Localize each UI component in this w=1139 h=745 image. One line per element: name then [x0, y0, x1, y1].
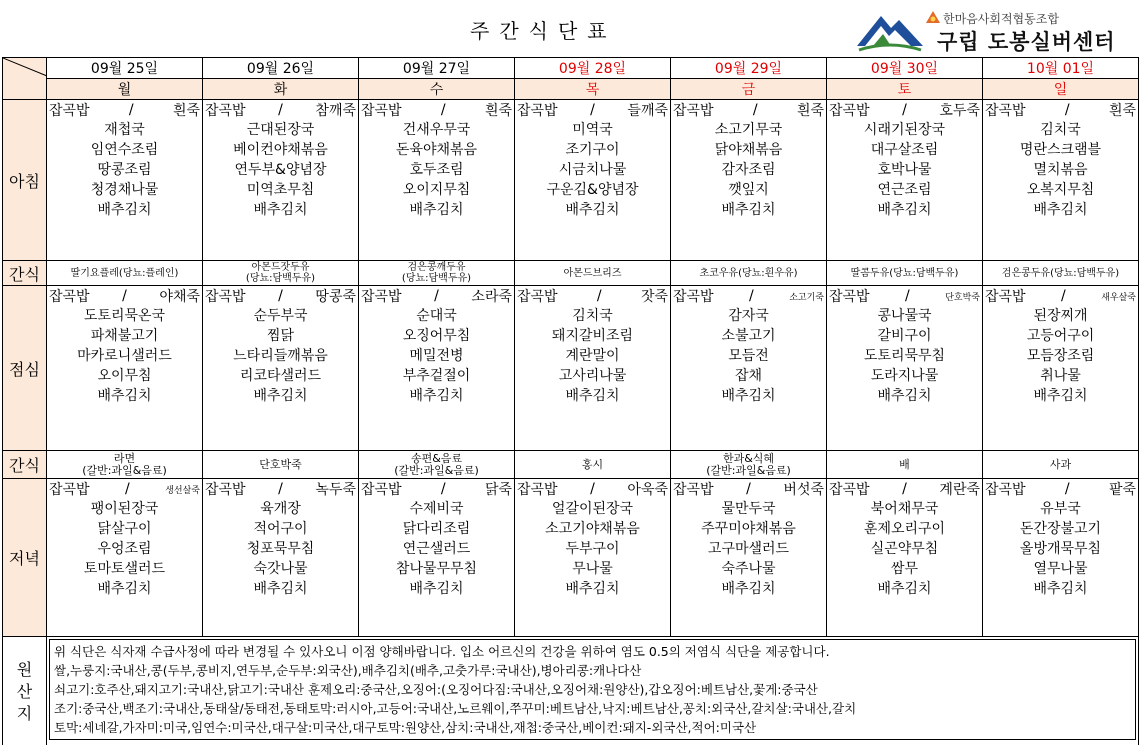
rice-label: 잡곡밥	[985, 482, 1026, 498]
menu-item: 배추김치	[721, 581, 776, 597]
lunch-cell-mon	[47, 286, 203, 451]
logo-name: 구립 도봉실버센터	[937, 30, 1116, 54]
menu-item: 쌈무	[890, 561, 919, 577]
menu-item: 시래기된장국	[863, 122, 946, 138]
date-fri: 09월 29일	[671, 58, 827, 79]
lunch-cell-sun	[983, 286, 1139, 451]
slash-separator: /	[440, 481, 446, 497]
rice-porridge-line	[829, 479, 980, 499]
rice-porridge-line	[673, 100, 824, 120]
cooperative-mark-icon	[925, 10, 941, 24]
rice-label: 잡곡밥	[517, 482, 558, 498]
porridge-label: 흰죽	[1108, 103, 1136, 119]
slash-separator: /	[440, 102, 446, 118]
menu-item: 땅콩조림	[97, 162, 152, 178]
morning-snack-label: 간식	[3, 261, 47, 286]
rice-label: 잡곡밥	[829, 482, 870, 498]
snack1-cell-tue: 아몬드잣두유 (당뇨:담백두유)	[203, 261, 359, 286]
rice-porridge-line	[829, 286, 980, 306]
porridge-label: 땅콩죽	[315, 289, 356, 305]
porridge-label: 닭죽	[484, 482, 512, 498]
menu-item: 숙갓나물	[253, 561, 308, 577]
snack1-cell-sat: 딸콤두유(당뇨:담백두유)	[827, 261, 983, 286]
menu-item: 실곤약무침	[870, 541, 939, 557]
porridge-label: 녹두죽	[315, 482, 356, 498]
snack1-cell-wed: 검은콩깨두유 (당뇨:담백두유)	[359, 261, 515, 286]
menu-item: 북어채무국	[870, 501, 939, 517]
snack2-cell-sun: 사과	[983, 451, 1139, 479]
dow-tue: 화	[203, 79, 359, 100]
menu-item: 모듬전	[728, 348, 769, 364]
menu-item: 배추김치	[409, 202, 464, 218]
afternoon-snack-label: 간식	[3, 451, 47, 479]
menu-item: 시금치나물	[558, 162, 627, 178]
rice-porridge-line	[205, 286, 356, 306]
porridge-label: 호두죽	[939, 103, 980, 119]
porridge-label: 팥죽	[1108, 482, 1136, 498]
menu-item: 적어구이	[253, 521, 308, 537]
menu-item: 올방개묵무침	[1019, 541, 1102, 557]
menu-item: 재첩국	[104, 122, 145, 138]
rice-porridge-line	[985, 100, 1136, 120]
slash-separator: /	[1061, 288, 1066, 304]
slash-separator: /	[125, 481, 130, 497]
menu-item: 배추김치	[721, 388, 776, 404]
rice-porridge-line	[205, 100, 356, 120]
rice-label: 잡곡밥	[205, 482, 246, 498]
menu-item: 소불고기	[721, 328, 776, 344]
menu-item: 소고기야채볶음	[545, 521, 640, 537]
menu-item: 취나물	[1040, 368, 1081, 384]
menu-item: 배추김치	[97, 202, 152, 218]
menu-item: 파채불고기	[90, 328, 159, 344]
breakfast-cell-sun	[983, 100, 1139, 261]
porridge-label: 잣죽	[640, 289, 668, 305]
menu-item: 배추김치	[409, 388, 464, 404]
menu-item: 잡채	[734, 368, 763, 384]
rice-label: 잡곡밥	[517, 289, 558, 305]
diagonal-line	[3, 58, 47, 94]
menu-item: 미역국	[572, 122, 613, 138]
menu-item: 깻잎지	[728, 182, 769, 198]
menu-item: 건새우무국	[402, 122, 471, 138]
menu-item: 갈비구이	[877, 328, 932, 344]
dow-row	[3, 79, 1139, 100]
slash-separator: /	[752, 102, 758, 118]
porridge-label: 소고기죽	[789, 292, 824, 303]
menu-item: 배추김치	[1033, 388, 1088, 404]
rice-label: 잡곡밥	[829, 103, 870, 119]
menu-item: 청경채나물	[90, 182, 159, 198]
menu-item: 돼지갈비조림	[551, 328, 634, 344]
rice-label: 잡곡밥	[361, 289, 402, 305]
date-sat: 09월 30일	[827, 58, 983, 79]
rice-label: 잡곡밥	[361, 103, 402, 119]
notes-line: 쇠고기:호주산,돼지고기:국내산,닭고기:국내산 훈제오리:중국산,오징어:(오징어다짐:국내산,오징어채:원양산),갑오징어:베트남산,꽃게:중국산	[54, 682, 818, 697]
date-tue: 09월 26일	[203, 58, 359, 79]
notes-line: 위 식단은 식자재 수급사정에 따라 변경될 수 있사오니 이점 양해바랍니다. 입소 어르신의 건강을 위하여 염도 0.5의 저염식 식단을 제공합니다.	[54, 644, 830, 659]
slash-separator: /	[278, 288, 283, 304]
logo	[855, 6, 1135, 54]
menu-item: 돈육야채볶음	[395, 142, 478, 158]
snack1-cell-fri: 초코우유(당뇨:흰우유)	[671, 261, 827, 286]
menu-item: 구운김&양념장	[546, 182, 639, 198]
menu-item: 연두부&양념장	[234, 162, 327, 178]
date-row	[3, 58, 1139, 79]
menu-item: 얼갈이된장국	[551, 501, 634, 517]
menu-item: 멸치볶음	[1033, 162, 1088, 178]
menu-item: 배추김치	[877, 202, 932, 218]
corner-cell	[3, 58, 47, 100]
menu-item: 배추김치	[565, 202, 620, 218]
porridge-label: 흰죽	[484, 103, 512, 119]
origin-label	[3, 637, 47, 745]
menu-item: 베이컨야채볶음	[233, 142, 328, 158]
dinner-cell-sun	[983, 479, 1139, 637]
logo-subtitle: 한마음사회적협동조합	[943, 12, 1059, 26]
menu-item: 오복지무침	[1026, 182, 1095, 198]
menu-item: 배추김치	[409, 581, 464, 597]
rice-porridge-line	[49, 479, 200, 499]
menu-item: 고구마샐러드	[707, 541, 790, 557]
menu-item: 닭야채볶음	[714, 142, 783, 158]
menu-item: 토마토샐러드	[83, 561, 166, 577]
origin-row	[3, 637, 1139, 745]
breakfast-cell-fri	[671, 100, 827, 261]
porridge-label: 계란죽	[939, 482, 980, 498]
menu-item: 조기구이	[565, 142, 620, 158]
menu-item: 우엉조림	[97, 541, 152, 557]
slash-separator: /	[278, 481, 283, 497]
menu-item: 느타리들깨볶음	[233, 348, 328, 364]
notes-line: 조기:중국산,백조기:국내산,동태살/동태전,동태토막:러시아,고등어:국내산,노르웨이,쭈꾸미:베트남산,낙지:베트남산,꽁치:외국산,갈치살:국내산,갈치	[54, 701, 857, 716]
slash-separator: /	[128, 102, 134, 118]
menu-item: 배추김치	[1033, 202, 1088, 218]
menu-item: 호두조림	[409, 162, 464, 178]
menu-item: 두부구이	[565, 541, 620, 557]
menu-item: 부추겉절이	[402, 368, 471, 384]
menu-item: 오이지무침	[402, 182, 471, 198]
rice-label: 잡곡밥	[985, 289, 1026, 305]
menu-item: 닭살구이	[97, 521, 152, 537]
menu-item: 물만두국	[721, 501, 776, 517]
rice-label: 잡곡밥	[673, 482, 714, 498]
dow-thu: 목	[515, 79, 671, 100]
date-sun: 10월 01일	[983, 58, 1139, 79]
slash-separator: /	[749, 288, 754, 304]
menu-item: 콩나물국	[877, 308, 932, 324]
rice-porridge-line	[361, 286, 512, 306]
snack2-cell-fri: 한과&식혜 (갈반:과일&음료)	[671, 451, 827, 479]
lunch-cell-fri	[671, 286, 827, 451]
menu-item: 배추김치	[877, 581, 932, 597]
mountain-logo-icon	[855, 6, 925, 52]
porridge-label: 아욱죽	[627, 482, 668, 498]
dinner-cell-wed	[359, 479, 515, 637]
dinner-cell-thu	[515, 479, 671, 637]
slash-separator: /	[590, 481, 595, 497]
menu-item: 연근조림	[877, 182, 932, 198]
menu-item: 호박나물	[877, 162, 932, 178]
menu-item: 연근샐러드	[402, 541, 471, 557]
rice-label: 잡곡밥	[673, 103, 714, 119]
porridge-label: 새우살죽	[1101, 292, 1136, 303]
menu-item: 김치국	[1040, 122, 1081, 138]
breakfast-row	[3, 100, 1139, 261]
porridge-label: 흰죽	[796, 103, 824, 119]
rice-porridge-line	[673, 286, 824, 306]
dow-sat: 토	[827, 79, 983, 100]
dow-mon: 월	[47, 79, 203, 100]
porridge-label: 소라죽	[471, 289, 512, 305]
header	[0, 0, 1139, 57]
menu-item: 도토리묵무침	[863, 348, 946, 364]
menu-item: 유부국	[1040, 501, 1081, 517]
origin-label-text: 원 산 지	[16, 659, 33, 723]
menu-item: 된장찌개	[1033, 308, 1088, 324]
menu-item: 훈제오리구이	[863, 521, 946, 537]
porridge-label: 단호박죽	[945, 292, 980, 303]
menu-item: 메밀전병	[409, 348, 464, 364]
snack2-cell-sat: 배	[827, 451, 983, 479]
rice-label: 잡곡밥	[49, 289, 90, 305]
menu-item: 청포묵무침	[246, 541, 315, 557]
menu-item: 도토리묵온국	[83, 308, 166, 324]
dinner-row	[3, 479, 1139, 637]
menu-table	[2, 57, 1139, 745]
rice-label: 잡곡밥	[829, 289, 870, 305]
lunch-cell-thu	[515, 286, 671, 451]
menu-item: 명란스크램블	[1019, 142, 1102, 158]
menu-item: 참나물무무침	[395, 561, 478, 577]
menu-item: 팽이된장국	[90, 501, 159, 517]
slash-separator: /	[1064, 102, 1070, 118]
menu-item: 배추김치	[721, 202, 776, 218]
dow-sun: 일	[983, 79, 1139, 100]
menu-item: 배추김치	[565, 388, 620, 404]
rice-porridge-line	[517, 286, 668, 306]
page-title: 주간식단표	[470, 19, 617, 43]
menu-item: 배추김치	[253, 581, 308, 597]
snack2-cell-tue: 단호박죽	[203, 451, 359, 479]
snack2-cell-mon: 라면 (갈반:과일&음료)	[47, 451, 203, 479]
slash-separator: /	[905, 288, 910, 304]
notes-line: 토막:세네갈,가자미:미국,임연수:미국산,대구살:미국산,대구토막:원양산,삼치:국내산,재첩:중국산,베이컨:돼지-외국산,적어:미국산	[54, 720, 757, 735]
porridge-label: 흰죽	[172, 103, 200, 119]
slash-separator: /	[278, 102, 283, 118]
menu-item: 마카로니샐러드	[77, 348, 172, 364]
notes-line: 쌀,누룽지:국내산,콩(두부,콩비지,연두부,순두부:외국산),배추김치(배추,고춧가루:국내산),병아리콩:캐나다산	[54, 663, 642, 678]
notes-cell	[47, 637, 1139, 745]
menu-item: 오이무침	[97, 368, 152, 384]
menu-item: 순대국	[416, 308, 457, 324]
menu-item: 배추김치	[1033, 581, 1088, 597]
menu-item: 배추김치	[877, 388, 932, 404]
porridge-label: 생선살죽	[165, 485, 200, 496]
menu-item: 오징어무침	[402, 328, 471, 344]
rice-porridge-line	[985, 479, 1136, 499]
breakfast-cell-thu	[515, 100, 671, 261]
menu-item: 김치국	[572, 308, 613, 324]
rice-porridge-line	[985, 286, 1136, 306]
rice-porridge-line	[49, 286, 200, 306]
menu-item: 육개장	[260, 501, 301, 517]
snack1-cell-sun: 검은콩두유(당뇨:담백두유)	[983, 261, 1139, 286]
snack1-cell-thu: 아몬드브리즈	[515, 261, 671, 286]
dinner-cell-sat	[827, 479, 983, 637]
menu-item: 감자조림	[721, 162, 776, 178]
breakfast-cell-sat	[827, 100, 983, 261]
menu-item: 배추김치	[97, 581, 152, 597]
date-mon: 09월 25일	[47, 58, 203, 79]
rice-label: 잡곡밥	[205, 289, 246, 305]
menu-item: 배추김치	[565, 581, 620, 597]
lunch-label: 점심	[3, 286, 47, 451]
menu-item: 도라지나물	[870, 368, 939, 384]
menu-item: 모듬장조림	[1026, 348, 1095, 364]
menu-item: 근대된장국	[246, 122, 315, 138]
breakfast-cell-wed	[359, 100, 515, 261]
snack1-cell-mon: 딸기요플레(당뇨:플레인)	[47, 261, 203, 286]
rice-porridge-line	[361, 100, 512, 120]
porridge-label: 버섯죽	[783, 482, 824, 498]
menu-item: 배추김치	[253, 202, 308, 218]
menu-item: 배추김치	[253, 388, 308, 404]
menu-item: 고사리나물	[558, 368, 627, 384]
rice-label: 잡곡밥	[49, 482, 90, 498]
menu-item: 숙주나물	[721, 561, 776, 577]
menu-item: 감자국	[728, 308, 769, 324]
rice-label: 잡곡밥	[49, 103, 90, 119]
lunch-row	[3, 286, 1139, 451]
snack2-cell-thu: 홍시	[515, 451, 671, 479]
menu-item: 소고기무국	[714, 122, 783, 138]
menu-item: 주꾸미야채볶음	[701, 521, 796, 537]
menu-item: 계란말이	[565, 348, 620, 364]
rice-porridge-line	[361, 479, 512, 499]
slash-separator: /	[590, 102, 595, 118]
menu-item: 돈간장불고기	[1019, 521, 1102, 537]
rice-label: 잡곡밥	[517, 103, 558, 119]
rice-label: 잡곡밥	[361, 482, 402, 498]
porridge-label: 야채죽	[159, 289, 200, 305]
breakfast-label: 아침	[3, 100, 47, 261]
date-thu: 09월 28일	[515, 58, 671, 79]
rice-porridge-line	[517, 100, 668, 120]
breakfast-cell-mon	[47, 100, 203, 261]
menu-item: 리코타샐러드	[239, 368, 322, 384]
rice-label: 잡곡밥	[673, 289, 714, 305]
menu-item: 고등어구이	[1026, 328, 1095, 344]
menu-item: 무나물	[572, 561, 613, 577]
menu-item: 배추김치	[97, 388, 152, 404]
slash-separator: /	[746, 481, 751, 497]
dinner-label: 저녁	[3, 479, 47, 637]
lunch-cell-wed	[359, 286, 515, 451]
snack2-cell-wed: 송편&음료 (갈반:과일&음료)	[359, 451, 515, 479]
slash-separator: /	[902, 481, 907, 497]
date-wed: 09월 27일	[359, 58, 515, 79]
menu-item: 임연수조림	[90, 142, 159, 158]
menu-item: 수제비국	[409, 501, 464, 517]
lunch-cell-tue	[203, 286, 359, 451]
menu-item: 열무나물	[1033, 561, 1088, 577]
slash-separator: /	[434, 288, 439, 304]
rice-porridge-line	[829, 100, 980, 120]
dow-wed: 수	[359, 79, 515, 100]
rice-label: 잡곡밥	[985, 103, 1026, 119]
afternoon-snack-row	[3, 451, 1139, 479]
dinner-cell-mon	[47, 479, 203, 637]
menu-item: 대구살조림	[870, 142, 939, 158]
rice-porridge-line	[205, 479, 356, 499]
slash-separator: /	[596, 288, 602, 304]
menu-item: 닭다리조림	[402, 521, 471, 537]
menu-item: 순두부국	[253, 308, 308, 324]
dinner-cell-tue	[203, 479, 359, 637]
dinner-cell-fri	[671, 479, 827, 637]
notes-box	[49, 639, 1136, 740]
morning-snack-row	[3, 261, 1139, 286]
porridge-label: 참깨죽	[315, 103, 356, 119]
porridge-label: 들깨죽	[627, 103, 668, 119]
rice-label: 잡곡밥	[205, 103, 246, 119]
slash-separator: /	[902, 102, 907, 118]
rice-porridge-line	[49, 100, 200, 120]
rice-porridge-line	[673, 479, 824, 499]
lunch-cell-sat	[827, 286, 983, 451]
slash-separator: /	[122, 288, 127, 304]
slash-separator: /	[1064, 481, 1070, 497]
menu-item: 찜닭	[266, 328, 295, 344]
dow-fri: 금	[671, 79, 827, 100]
menu-item: 미역초무침	[246, 182, 315, 198]
breakfast-cell-tue	[203, 100, 359, 261]
rice-porridge-line	[517, 479, 668, 499]
